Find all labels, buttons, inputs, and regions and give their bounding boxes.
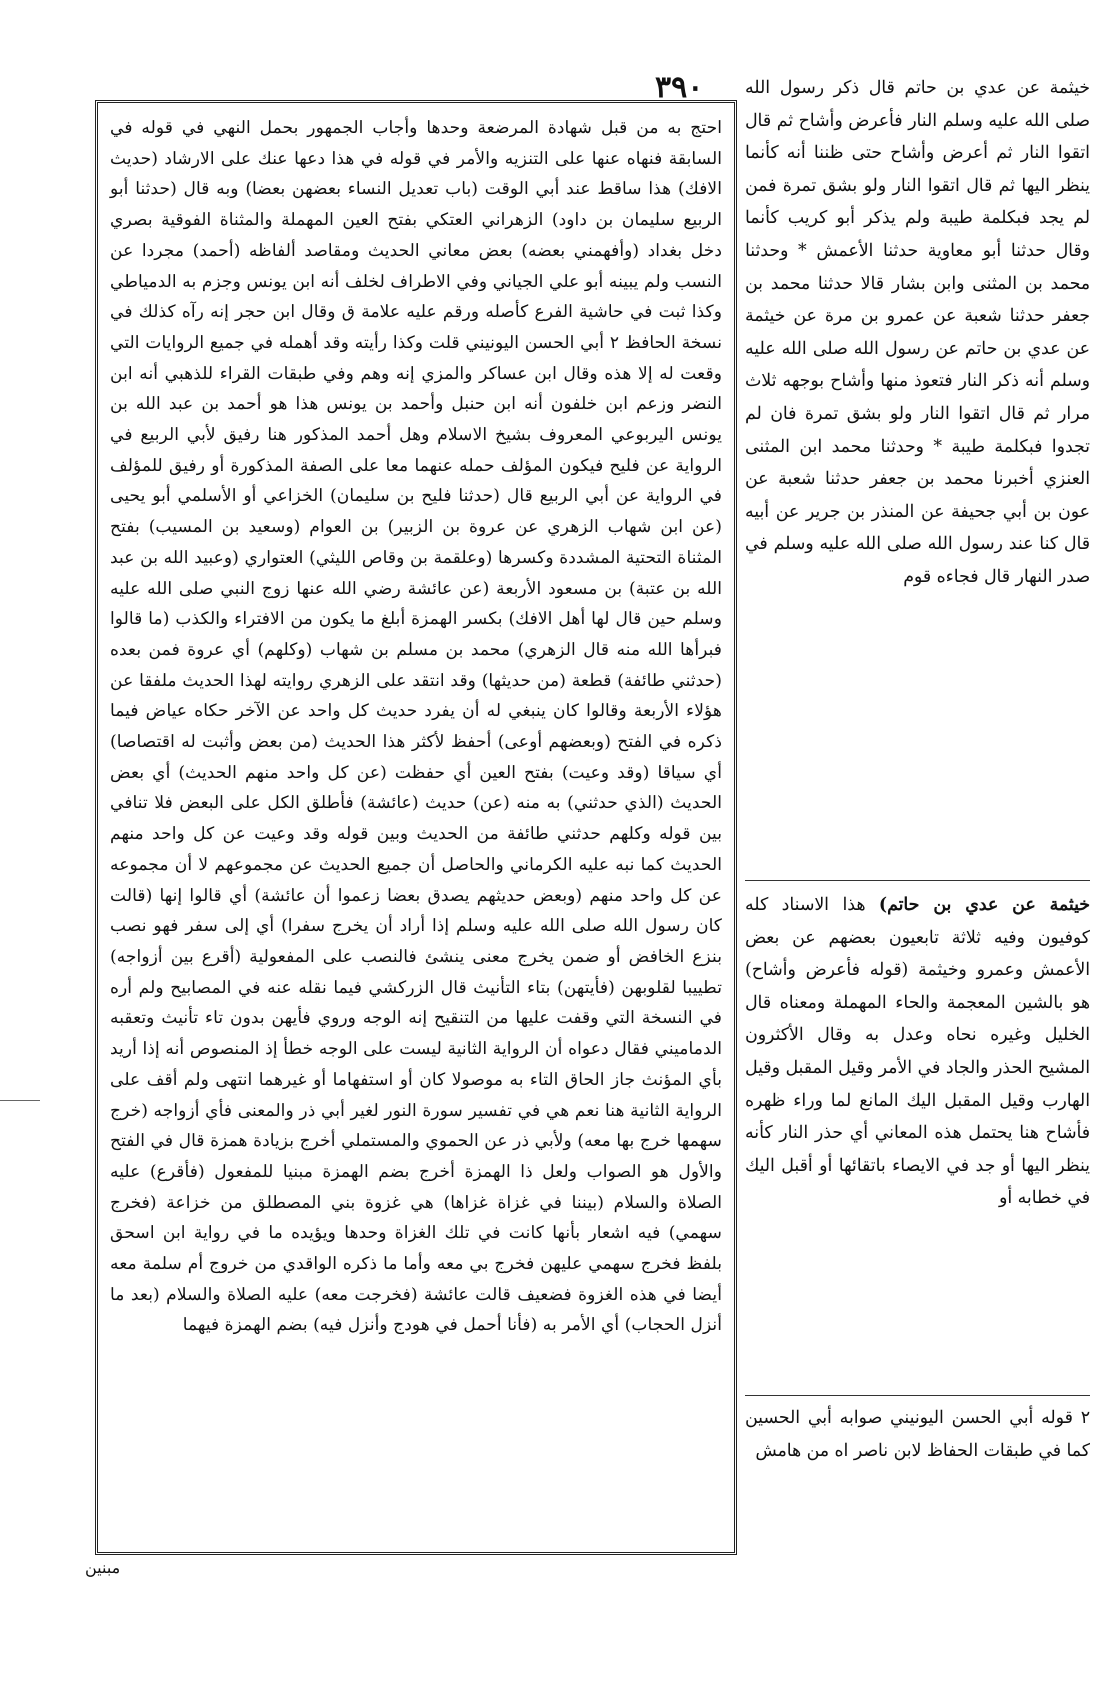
side-top-text: خيثمة عن عدي بن حاتم قال ذكر رسول الله صلى الله عليه وسلم النار فأعرض وأشاح ثم قال اتقوا النار ثم أعرض وأشاح حتى ظننا أنه كأنما ينظر اليها ثم قال اتقوا النار ولو بشق تمرة فمن لم يجد فبكلمة طيبة ولم يذكر أبو كريب كأنما وقال حدثنا أبو معاوية حدثنا الأعمش * وحدثنا محمد بن المثنى وابن بشار قالا حدثنا محمد بن جعفر حدثنا شعبة عن عمرو بن مرة عن خيثمة عن عدي بن حاتم عن رسول الله صلى الله عليه وسلم أنه ذكر النار فتعوذ منها وأشاح بوجهه ثلاث مرار ثم قال اتقوا النار ولو بشق تمرة فان لم تجدوا فبكلمة طيبة * وحدثنا محمد ابن المثنى العنزي أخبرنا محمد بن جعفر حدثنا شعبة عن عون بن أبي جحيفة عن المنذر بن جرير عن أبيه قال كنا عند رسول الله صلى الله عليه وسلم في صدر النهار قال فجاءه قوم: [745, 78, 1090, 587]
side-column-commentary: [745, 880, 1090, 1695]
footer-signature: مبنين: [85, 1558, 121, 1577]
page-number: ٣٩٠: [655, 70, 704, 105]
main-text-frame: [95, 100, 737, 1555]
side-commentary-text: هذا الاسناد كله كوفيون وفيه ثلاثة تابعيون بعضهم عن بعض الأعمش وعمرو وخيثمة (قوله فأعرض وأشاح) هو بالشين المعجمة والحاء المهملة ومعناه قال الخليل وغيره نحاه وعدل به وقال الأكثرون المشيح الحذر والجاد في الأمر وقيل المقبل وقيل الهارب وقيل المقبل اليك المانع لما وراء ظهره فأشاح هنا يحتمل هذه المعاني أي حذر النار كأنه ينظر اليها أو جد في الايصاء باتقائها أو أقبل اليك في خطابه أو: [745, 895, 1090, 1209]
side-column-footnote: [745, 1395, 1090, 1535]
side-column-top: [745, 72, 1090, 880]
side-footnote-text: ٢ قوله أبي الحسن اليونيني صوابه أبي الحسين كما في طبقات الحفاظ لابن ناصر اه من هامش: [745, 1408, 1090, 1461]
margin-mark: [0, 1100, 40, 1101]
main-text: احتج به من قبل شهادة المرضعة وحدها وأجاب الجمهور بحمل النهي في قوله في السابقة فنهاه عنها على التنزيه والأمر في قوله في هذا دعها عنك على الارشاد (حديث الافك) هذا ساقط عند أبي الوقت (باب تعديل النساء بعضهن بعضا) وبه قال (حدثنا أبو الربيع سليمان بن داود) الزهراني العتكي بفتح العين المهملة والمثناة الفوقية بصري دخل بغداد (وأفهمني بعضه) بعض معاني الحديث ومقاصد ألفاظه (أحمد) مجردا عن النسب ولم يبينه أبو علي الجياني وفي الاطراف لخلف أنه ابن يونس وجزم به الدمياطي وكذا ثبت في حاشية الفرع كأصله ورقم عليه علامة ق وقال ابن حجر إنه رآه كذلك في نسخة الحافظ ٢ أبي الحسن اليونيني قلت وكذا رأيته وقد أهمله في جميع الروايات التي وقعت له إلا هذه وقال ابن عساكر والمزي إنه وهم وفي طبقات القراء للذهبي أنه ابن النضر وزعم ابن خلفون أنه ابن حنبل وأحمد بن يونس هذا هو أحمد بن عبد الله بن يونس اليربوعي المعروف بشيخ الاسلام وهل أحمد المذكور هنا رفيق لأبي الربيع في الرواية عن فليح فيكون المؤلف حمله عنهما معا على الصفة المذكورة أو رفيق للمؤلف في الرواية عن أبي الربيع قال (حدثنا فليح بن سليمان) الخزاعي أو الأسلمي أبو يحيى (عن ابن شهاب الزهري عن عروة بن الزبير) بن العوام (وسعيد بن المسيب) بفتح المثناة التحتية المشددة وكسرها (وعلقمة بن وقاص الليثي) العتواري (وعبيد الله بن عبد الله بن عتبة) بن مسعود الأربعة (عن عائشة رضي الله عنها زوج النبي صلى الله عليه وسلم حين قال لها أهل الافك) بكسر الهمزة أبلغ ما يكون من الافتراء والكذب (ما قالوا فبرأها الله منه قال الزهري) محمد بن مسلم بن شهاب (وكلهم) أي عروة فمن بعده (حدثني طائفة) قطعة (من حديثها) وقد انتقد على الزهري روايته لهذا الحديث ملفقا عن هؤلاء الأربعة وقالوا كان ينبغي له أن يفرد حديث كل واحد عن الآخر حكاه عياض فيما ذكره في الفتح (وبعضهم أوعى) أحفظ لأكثر هذا الحديث (من بعض وأثبت له اقتصاصا) أي سياقا (وقد وعيت) بفتح العين أي حفظت (عن كل واحد منهم الحديث) أي بعض الحديث (الذي حدثني) به منه (عن) حديث (عائشة) فأطلق الكل على البعض فلا تنافي بين قوله وكلهم حدثني طائفة من الحديث وبين قوله وقد وعيت عن كل واحد منهم الحديث كما نبه عليه الكرماني والحاصل أن جميع الحديث عن مجموعهم لا أن مجموعه عن كل واحد منهم (وبعض حديثهم يصدق بعضا زعموا أن عائشة) أي قالوا إنها (قالت كان رسول الله صلى الله عليه وسلم إذا أراد أن يخرج سفرا) أي إلى سفر فهو نصب بنزع الخافض أو ضمن يخرج معنى ينشئ فالنصب على المفعولية (أقرع بين أزواجه) تطييبا لقلوبهن (فأيتهن) بتاء التأنيث قال الزركشي فيما نقله عنه في المصابيح ولم أره في النسخة التي وقفت عليها من التنقيح إنه الوجه وروي فأيهن بدون تاء تأنيث وتعقبه الدماميني فقال دعواه أن الرواية الثانية ليست على الوجه خطأ إذ المنصوص أنه إذا أريد بأي المؤنث جاز الحاق التاء به موصولا كان أو استفهاما أو غيرهما انتهى ولم أقف على الرواية الثانية هنا نعم هي في تفسير سورة النور لغير أبي ذر والمعنى فأي أزواجه (خرج سهمها خرج بها معه) ولأبي ذر عن الحموي والمستملي أخرج بزيادة همزة قال في الفتح والأول هو الصواب ولعل ذا الهمزة أخرج بضم الهمزة مبنيا للمفعول (فأقرع) عليه الصلاة والسلام (بيننا في غزاة غزاها) هي غزوة بني المصطلق من خزاعة (فخرج سهمي) فيه اشعار بأنها كانت في تلك الغزاة وحدها ويؤيده ما في رواية ابن اسحق بلفظ فخرج سهمي عليهن فخرج بي معه وأما ما ذكره الواقدي من خروج أم سلمة معه أيضا في هذه الغزوة فضعيف قالت عائشة (فخرجت معه) عليه الصلاة والسلام (بعد ما أنزل الحجاب) أي الأمر به (فأنا أحمل في هودج وأنزل فيه) بضم الهمزة فيهما: [110, 118, 722, 1336]
side-commentary-title: خيثمة عن عدي بن حاتم): [878, 895, 1090, 915]
